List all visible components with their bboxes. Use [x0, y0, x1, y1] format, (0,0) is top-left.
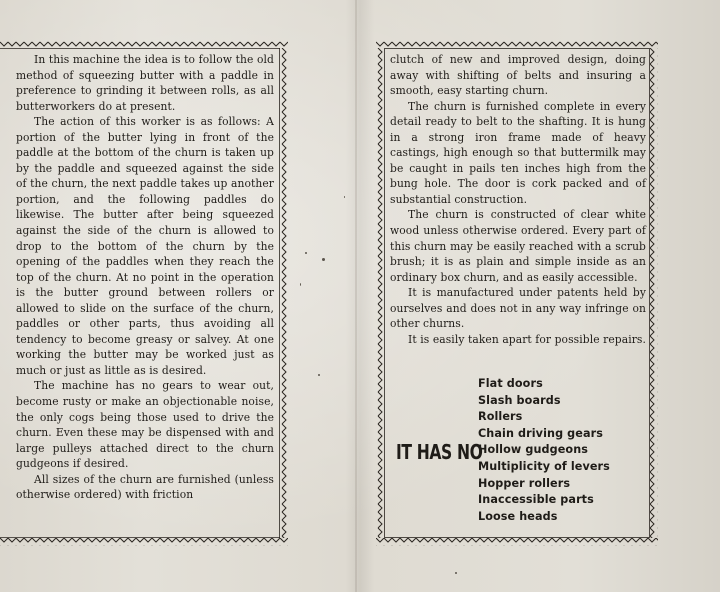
left-paragraph-1: In this machine the idea is to follow the old method of squeezing butter with a paddle in preference to grinding it between rolls, as all butterworkers do at present.	[16, 53, 274, 113]
list-item: Slash boards	[478, 393, 561, 407]
paper-speck	[322, 258, 325, 261]
paper-speck	[300, 283, 301, 286]
left-paragraph-4: All sizes of the churn are furnished (unless otherwise ordered) with friction	[16, 472, 274, 502]
list-item: Loose heads	[478, 509, 558, 523]
right-continuation: clutch of new and improved design, doing away with shifting of belts and insuring a smooth, easy starting churn.	[390, 53, 646, 98]
list-item: Hollow gudgeons	[478, 443, 589, 457]
list-item: Flat doors	[478, 377, 543, 390]
list-item: Rollers	[478, 410, 523, 424]
right-paragraph-3: It is manufactured under patents held by ourselves and does not in any way infringe on other churns.	[390, 286, 646, 331]
has-no-list	[478, 376, 610, 525]
list-item: Multiplicity of levers	[478, 459, 610, 473]
right-paragraph-1: The churn is furnished complete in every detail ready to belt to the shafting. It is hung in a strong iron frame made of heavy castings, high enough so that buttermilk may be caught in pails ten inches high from the bung hole. The door is cork packed and of substantial construction.	[390, 99, 646, 206]
list-item: Chain driving gears	[478, 426, 603, 440]
right-paragraph-4: It is easily taken apart for possible repairs.	[408, 332, 646, 346]
left-panel	[0, 40, 288, 546]
left-paragraph-3: The machine has no gears to wear out, become rusty or make an objectionable noise, the only cogs being those used to drive the churn. Even these may be dispensed with and large pulleys attached direct to the churn gudgeons if desired.	[16, 379, 274, 471]
right-paragraph-2: The churn is constructed of clear white wood unless otherwise ordered. Every part of this churn may be easily reached with a scrub brush; it is as plain and simple inside as an ordinary box churn, and as easily accessible.	[390, 208, 646, 284]
right-body-text	[390, 52, 646, 347]
page-fold	[355, 0, 357, 592]
right-panel	[376, 40, 658, 546]
paper-speck	[305, 252, 307, 254]
paper-speck	[455, 572, 457, 574]
paper-speck	[318, 374, 320, 376]
paper-speck	[344, 196, 345, 198]
left-body-text	[16, 52, 274, 503]
list-item: Hopper rollers	[478, 476, 571, 490]
left-paragraph-2: The action of this worker is as follows: A portion of the butter lying in front of the paddle at the bottom of the churn is taken up by the paddle and squeezed against the side of the churn, the next paddle takes up another portion, and the following paddles do likewise. The butter after being squeezed against the side of the churn is allowed to drop to the bottom of the churn by the opening of the paddles when they reach the top of the churn. At no point in the operation is the butter ground between rollers or allowed to slide on the surface of the churn, paddles or other parts, thus avoiding all tendency to become greasy or salvey. At one working the butter may be worked just as much or just as little as is desired.	[16, 115, 274, 377]
has-no-label: IT HAS NO	[396, 440, 483, 464]
list-item: Inaccessible parts	[478, 493, 594, 507]
